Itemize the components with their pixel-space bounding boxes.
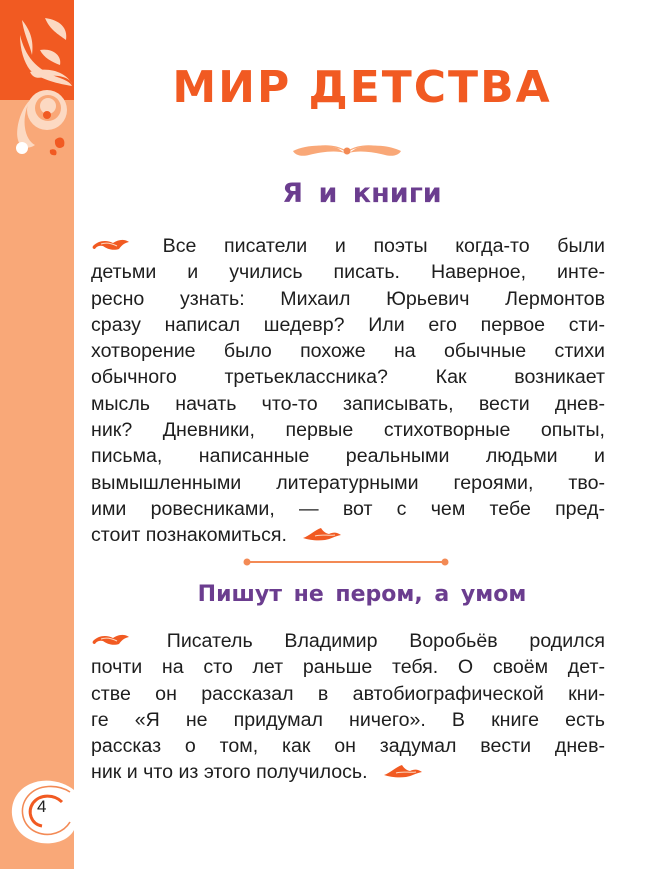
flourish-bullet-icon [91, 632, 135, 648]
flourish-bullet-icon [91, 237, 135, 253]
paragraph-line: ник? Дневники, первые стихотворные опыты, [91, 419, 605, 442]
paragraph-line: стоит познакомиться. [91, 522, 605, 548]
paragraph-line: Все писатели и поэты когда-то были [91, 233, 605, 259]
paragraph-line: ге «Я не придумал ничего». В книге есть [91, 708, 605, 731]
paragraph-line: почти на сто лет раньше тебя. О своём дет- [91, 656, 605, 679]
winged-ornament-icon [291, 140, 403, 162]
section-title: МИР ДЕТСТВА [172, 62, 552, 113]
page-number: 4 [37, 797, 47, 816]
paragraph-line: обычного третьеклассника? Как возникает [91, 366, 605, 389]
paragraph-section2 [91, 628, 605, 786]
paragraph-line: письма, написанные реальными людьми и [91, 445, 605, 468]
paragraph-line: стве он рассказал в автобиографической кни- [91, 682, 605, 705]
floral-swirl-icon [0, 0, 74, 170]
paragraph-line: вымышленными литературными героями, тво- [91, 471, 605, 494]
paragraph-line: ник и что из этого получилось. [91, 759, 605, 785]
left-sidebar-band [0, 0, 74, 869]
heading-pishut-ne-perom: Пишут не пером, а умом [197, 582, 527, 607]
paragraph-line: ресно узнать: Михаил Юрьевич Лермонтов [91, 287, 605, 310]
paragraph-line: хотворение было похоже на обычные стихи [91, 340, 605, 363]
paragraph-section1 [91, 233, 605, 549]
paragraph-line: мысль начать что-то записывать, вести днев- [91, 392, 605, 415]
paragraph-line: рассказ о том, как он задумал вести днев- [91, 735, 605, 758]
paragraph-line: детьми и учились писать. Наверное, инте- [91, 261, 605, 284]
paragraph-line: сразу написал шедевр? Или его первое сти- [91, 313, 605, 336]
flourish-end-icon [382, 763, 426, 779]
paragraph-line: ими ровесниками, — вот с чем тебе пред- [91, 497, 605, 520]
paragraph-line: Писатель Владимир Воробьёв родился [91, 628, 605, 654]
line-divider-icon [243, 557, 449, 567]
heading-ya-i-knigi: Я и книги [282, 178, 442, 209]
flourish-end-icon [301, 526, 345, 542]
